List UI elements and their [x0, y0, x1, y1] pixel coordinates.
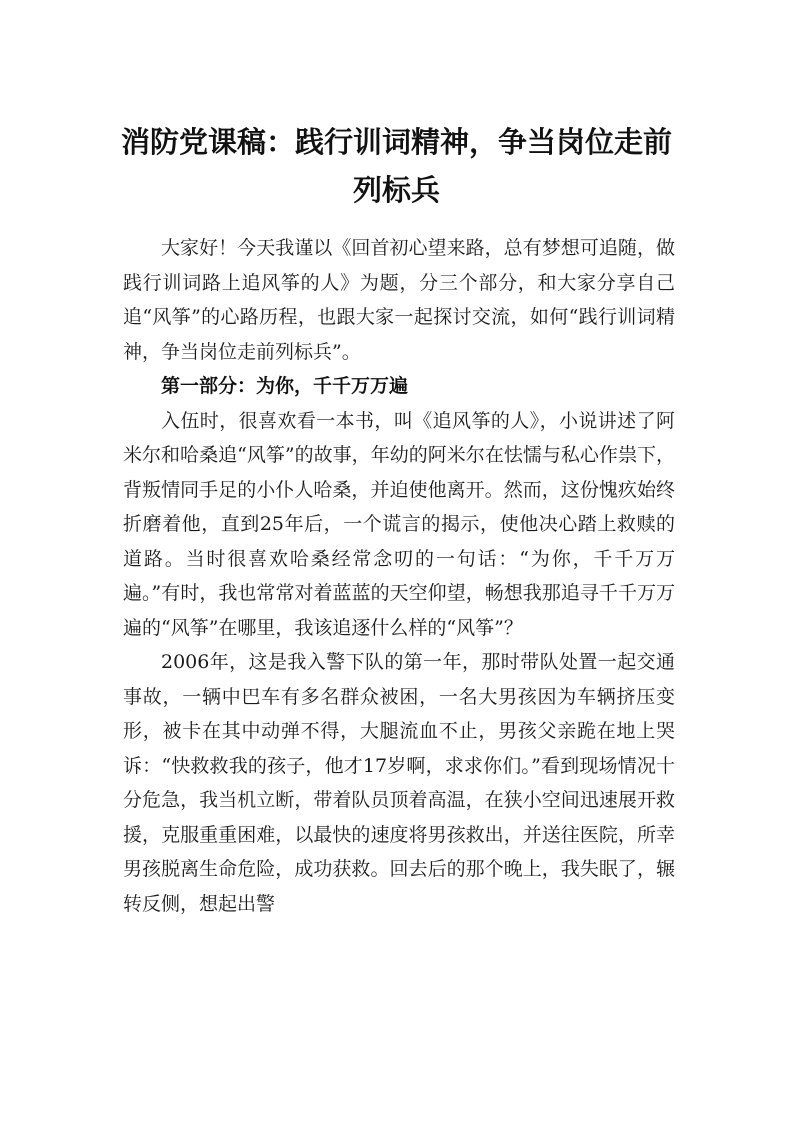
body-paragraph: 2006年，这是我入警下队的第一年，那时带队处置一起交通事故，一辆中巴车有多名群众被困，一名大男孩因为车辆挤压变形，被卡在其中动弹不得，大腿流血不止，男孩父亲跪在地上哭诉：“快救救我的孩子，他才17岁啊，求求你们。”看到现场情况十分危急，我当机立断，带着队员顶着高温，在狭小空间迅速展开救援，克服重重困难，以最快的速度将男孩救出，并送往医院，所幸男孩脱离生命危险，成功获救。回去后的那个晚上，我失眠了，辗转反侧，想起出警: [123, 651, 675, 915]
document-body: [123, 231, 675, 921]
intro-paragraph: 大家好！今天我谨以《回首初心望来路，总有梦想可追随，做践行训词路上追风筝的人》为题，分三个部分，和大家分享自己追“风筝”的心路历程，也跟大家一起探讨交流，如何“践行训词精神，争当岗位走前列标兵”。: [123, 237, 675, 363]
section-heading: 第一部分：为你，千千万万遍: [161, 375, 409, 397]
body-paragraph: 入伍时，很喜欢看一本书，叫《追风筝的人》，小说讲述了阿米尔和哈桑追“风筝”的故事，年幼的阿米尔在怯懦与私心作祟下，背叛情同手足的小仆人哈桑，并迫使他离开。然而，这份愧疚始终折磨着他，直到25年后，一个谎言的揭示，使他决心踏上救赎的道路。当时很喜欢哈桑经常念叨的一句话：“为你，千千万万遍。”有时，我也常常对着蓝蓝的天空仰望，畅想我那追寻千千万万遍的“风筝”在哪里，我该追逐什么样的“风筝”？: [123, 409, 675, 639]
document-title: 消防党课稿：践行训词精神，争当岗位走前列标兵: [120, 125, 672, 207]
